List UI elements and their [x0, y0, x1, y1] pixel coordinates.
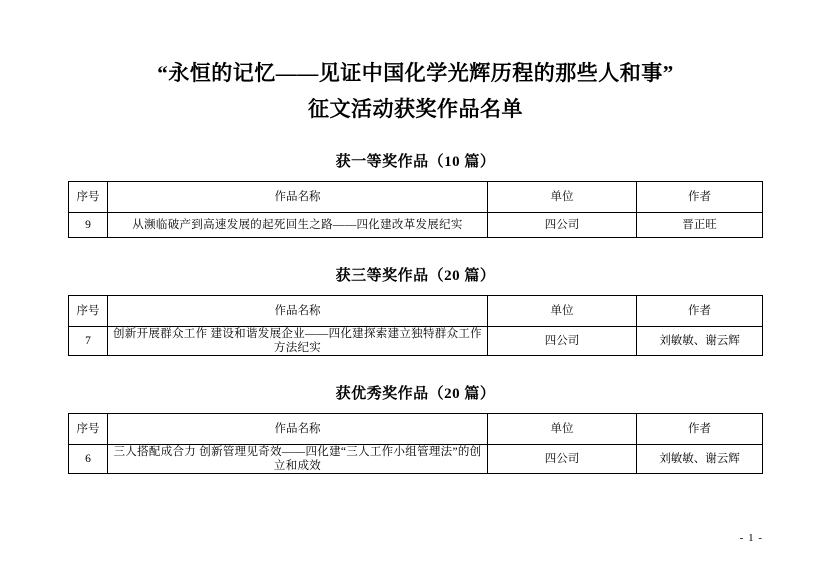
section-heading-excellence-prize: 获优秀奖作品（20 篇）: [335, 386, 496, 402]
column-header-title: 作品名称: [108, 296, 488, 327]
cell-unit: 四公司: [488, 445, 637, 474]
column-header-title: 作品名称: [108, 414, 488, 445]
column-header-author: 作者: [637, 296, 763, 327]
column-header-no: 序号: [69, 296, 108, 327]
page-title: [68, 58, 763, 124]
cell-author: 刘敏敏、谢云辉: [637, 445, 763, 474]
cell-title: 从濒临破产到高速发展的起死回生之路——四化建改革发展纪实: [108, 213, 488, 238]
table-header-row: [69, 296, 763, 327]
award-table-first-prize: [68, 181, 763, 238]
table-row: [69, 213, 763, 238]
table-header-row: [69, 414, 763, 445]
column-header-title: 作品名称: [108, 182, 488, 213]
section-heading-first-prize: 获一等奖作品（10 篇）: [335, 154, 496, 170]
page-title-line-2: 征文活动获奖作品名单: [308, 97, 523, 121]
cell-author: 刘敏敏、谢云辉: [637, 327, 763, 356]
table-row: [69, 327, 763, 356]
award-table-excellence-prize: [68, 413, 763, 474]
page-number: - 1 -: [739, 532, 763, 544]
cell-unit: 四公司: [488, 213, 637, 238]
cell-no: 7: [69, 327, 108, 356]
column-header-no: 序号: [69, 414, 108, 445]
cell-no: 9: [69, 213, 108, 238]
cell-author: 晋正旺: [637, 213, 763, 238]
page-title-line-1: “永恒的记忆——见证中国化学光辉历程的那些人和事”: [157, 61, 674, 85]
cell-no: 6: [69, 445, 108, 474]
cell-title: 三人搭配成合力 创新管理见奇效——四化建“三人工作小组管理法”的创立和成效: [108, 445, 488, 474]
cell-unit: 四公司: [488, 327, 637, 356]
table-row: [69, 445, 763, 474]
column-header-unit: 单位: [488, 296, 637, 327]
column-header-author: 作者: [637, 414, 763, 445]
award-table-third-prize: [68, 295, 763, 356]
document-page: [0, 58, 831, 566]
cell-title: 创新开展群众工作 建设和谐发展企业——四化建探索建立独特群众工作方法纪实: [108, 327, 488, 356]
table-header-row: [69, 182, 763, 213]
section-heading-third-prize: 获三等奖作品（20 篇）: [335, 268, 496, 284]
column-header-author: 作者: [637, 182, 763, 213]
column-header-unit: 单位: [488, 414, 637, 445]
column-header-unit: 单位: [488, 182, 637, 213]
column-header-no: 序号: [69, 182, 108, 213]
